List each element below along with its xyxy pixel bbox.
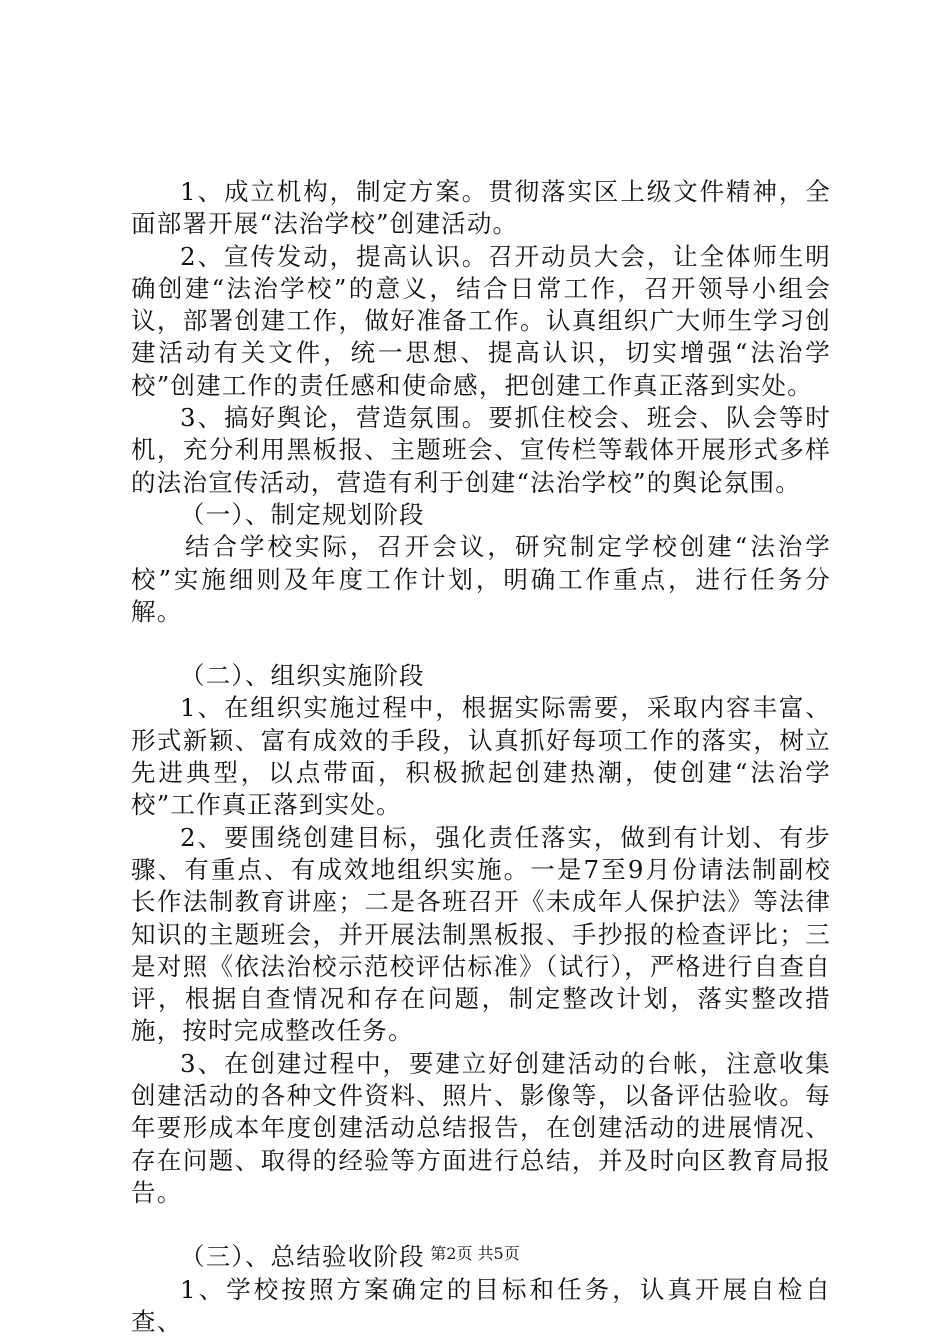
paragraph-records: 3、在创建过程中，要建立好创建活动的台帐，注意收集创建活动的各种文件资料、照片、影像等，以备评估验收。每年要形成本年度创建活动总结报告，在创建活动的进展情况、存在问题、取得的经验等方面进行总结，并及时向区教育局报告。 [131, 1048, 831, 1207]
section-heading-implementation: （二）、组织实施阶段 [180, 661, 425, 691]
paragraph-planning-details: 结合学校实际，召开会议，研究制定学校创建“法治学校”实施细则及年度工作计划，明确工作重点，进行任务分解。 [131, 532, 831, 626]
paragraph-public-opinion: 3、搞好舆论，营造氛围。要抓住校会、班会、队会等时机，充分利用黑板报、主题班会、宣传栏等载体开展形式多样的法治宣传活动，营造有利于创建“法治学校”的舆论氛围。 [131, 403, 831, 497]
section-heading-planning: （一）、制定规划阶段 [180, 499, 425, 529]
paragraph-establish-organization: 1、成立机构，制定方案。贯彻落实区上级文件精神，全面部署开展“法治学校”创建活动。 [131, 177, 831, 239]
paragraph-publicity-mobilization: 2、宣传发动，提高认识。召开动员大会，让全体师生明确创建“法治学校”的意义，结合日常工作，召开领导小组会议，部署创建工作，做好准备工作。认真组织广大师生学习创建活动有关文件，统一思想、提高认识，切实增强“法治学校”创建工作的责任感和使命感，把创建工作真正落到实处。 [131, 241, 831, 400]
document-body [131, 176, 831, 1338]
paragraph-implementation-process: 1、在组织实施过程中，根据实际需要，采取内容丰富、形式新颖、富有成效的手段，认真抓好每项工作的落实，树立先进典型，以点带面，积极掀起创建热潮，使创建“法治学校”工作真正落到实处。 [131, 693, 831, 820]
paragraph-self-inspection: 1、学校按照方案确定的目标和任务，认真开展自检自查、 [131, 1274, 831, 1336]
section-heading-summary: （三）、总结验收阶段 [180, 1242, 425, 1272]
paragraph-responsibility: 2、要围绕创建目标，强化责任落实，做到有计划、有步骤、有重点、有成效地组织实施。一是7至9月份请法制副校长作法制教育讲座；二是各班召开《未成年人保护法》等法律知识的主题班会，并开展法制黑板报、手抄报的检查评比；三是对照《依法治校示范校评估标准》（试行），严格进行自查自评，根据自查情况和存在问题，制定整改计划，落实整改措施，按时完成整改任务。 [131, 822, 831, 1046]
page-number-footer: 第2页 共5页 [430, 1244, 520, 1263]
